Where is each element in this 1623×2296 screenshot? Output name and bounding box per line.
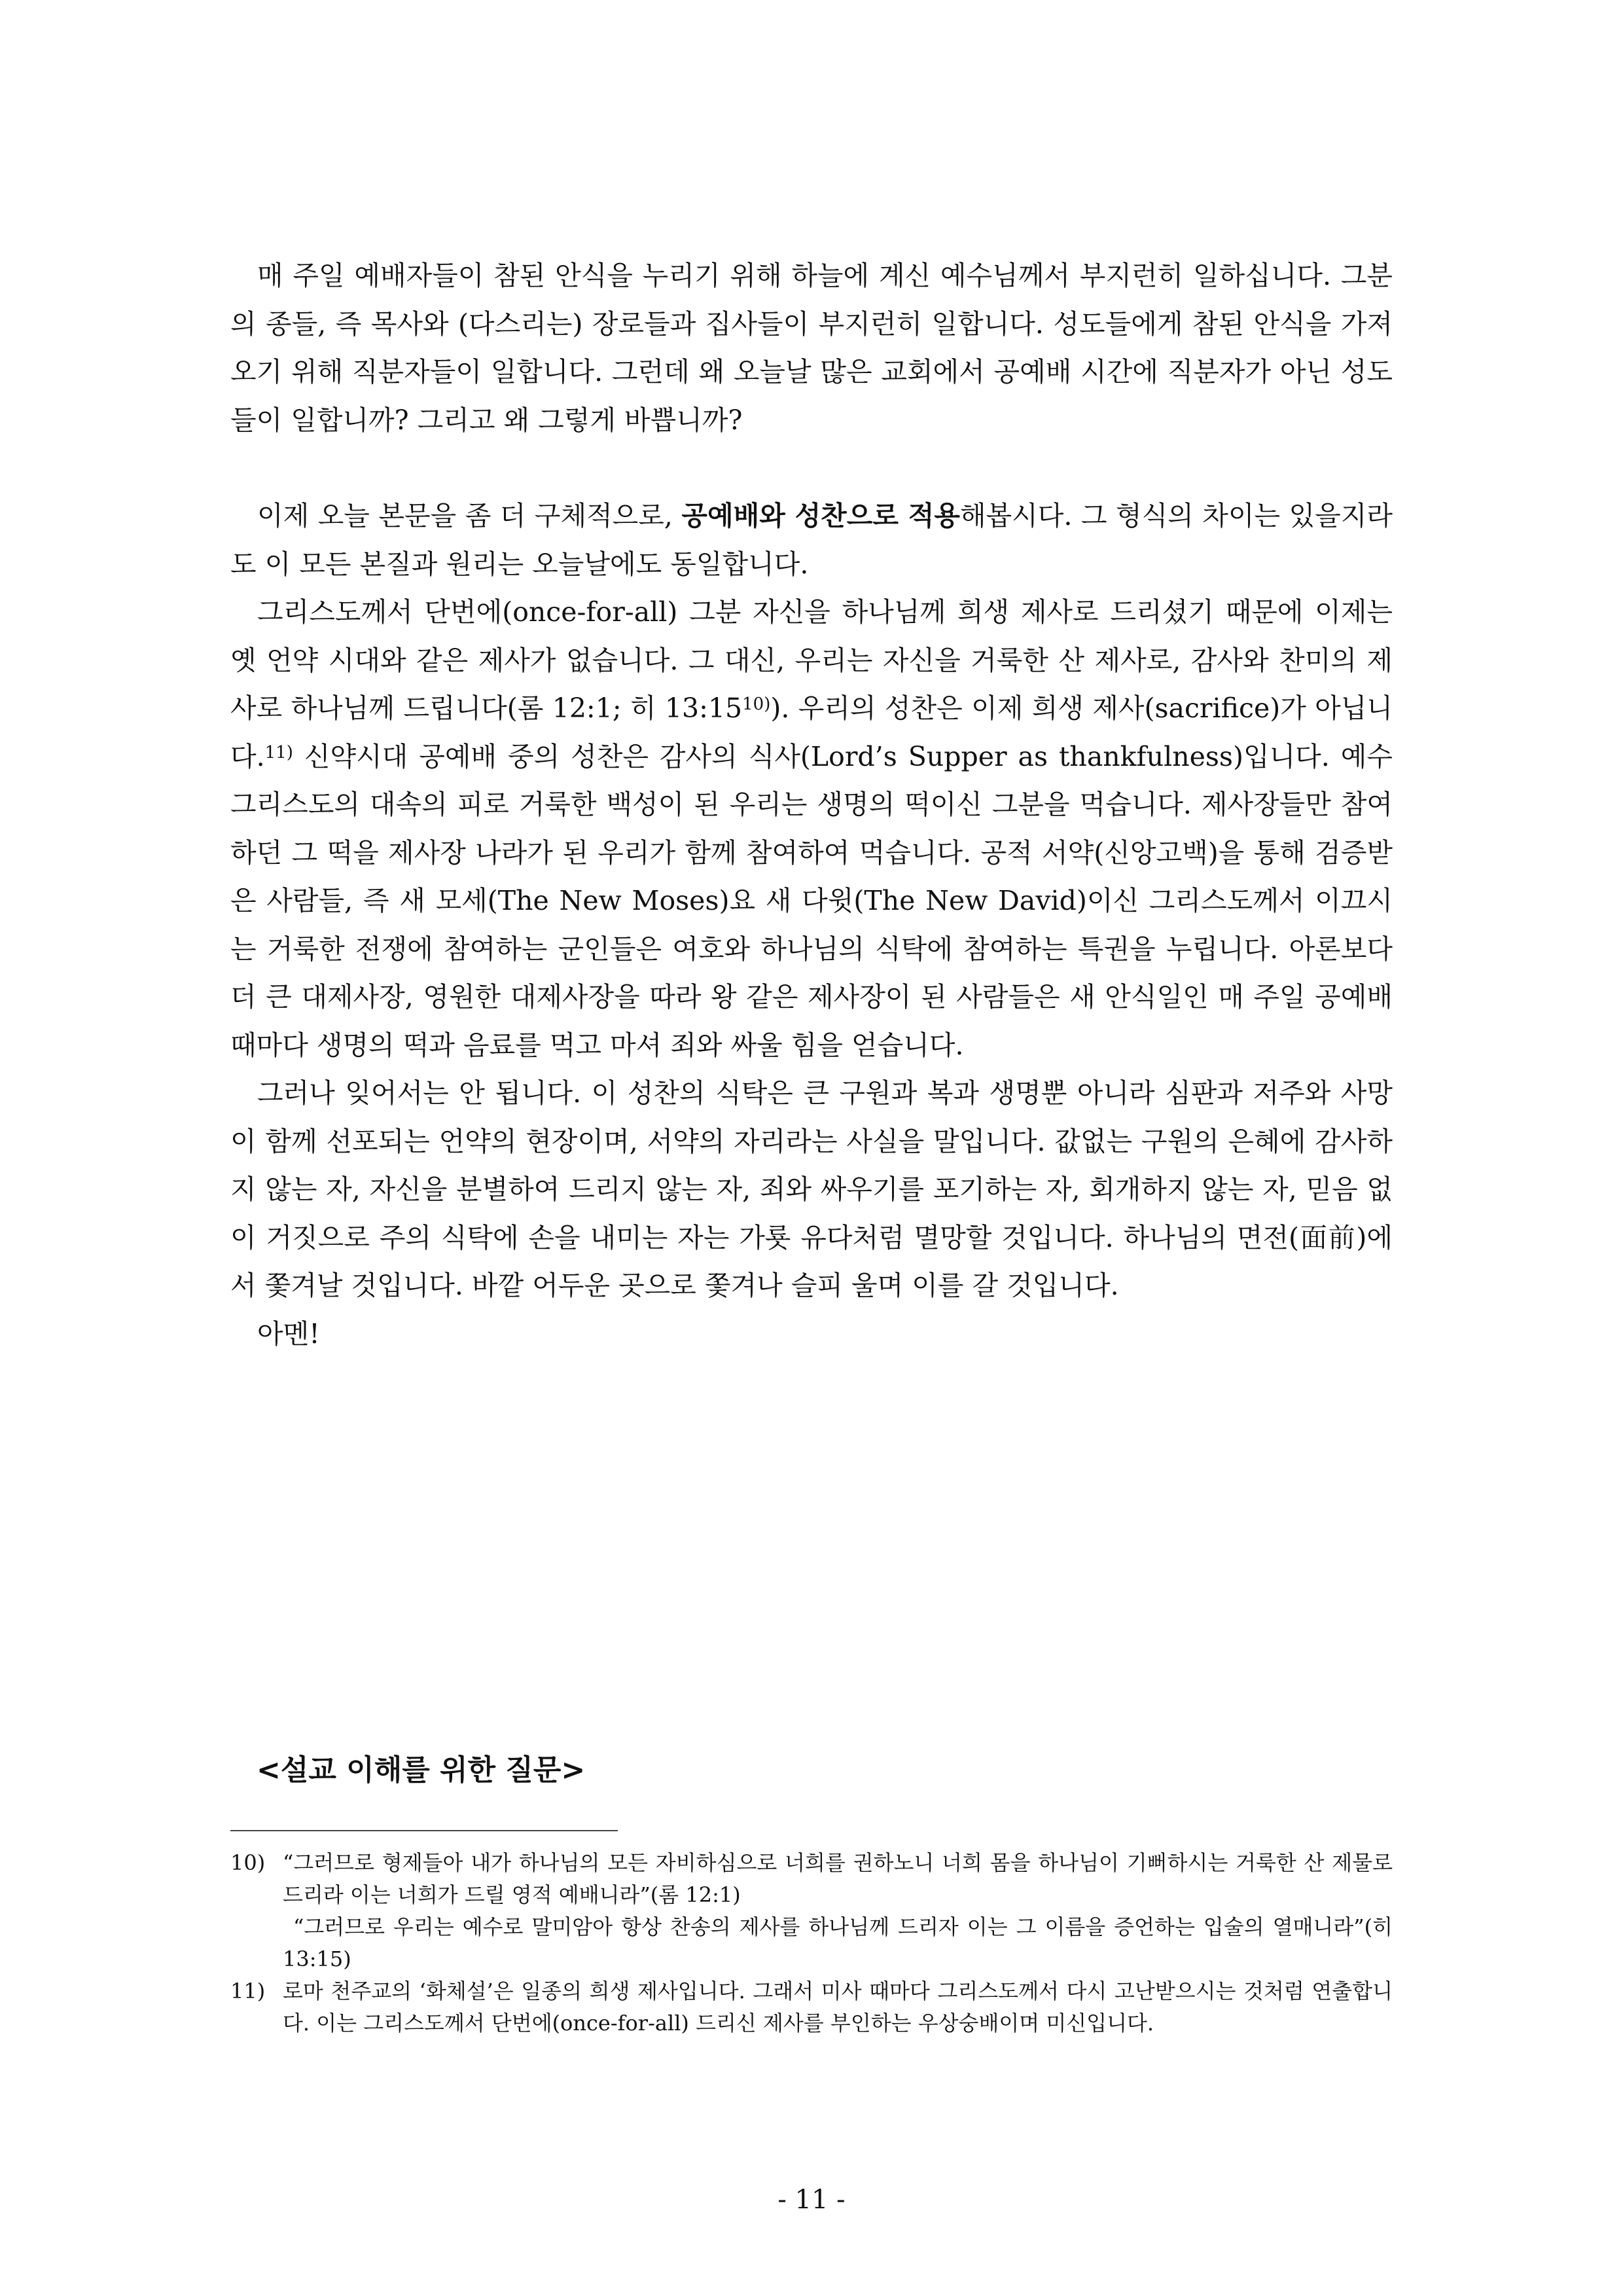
footnote-11 bbox=[230, 1975, 1393, 2039]
body-paragraph-4: 그러나 잊어서는 안 됩니다. 이 성찬의 식탁은 큰 구원과 복과 생명뿐 아니라 심판과 저주와 사망이 함께 선포되는 언약의 현장이며, 서약의 자리라는 사실을 말입니다. 값없는 구원의 은혜에 감사하지 않는 자, 자신을 분별하여 드리지 않는 자, 죄와 싸우기를 포기하는 자, 회개하지 않는 자, 믿음 없이 거짓으로 주의 식탁에 손을 내미는 자는 가룟 유다처럼 멸망할 것입니다. 하나님의 면전(面前)에서 쫓겨날 것입니다. 바깥 어두운 곳으로 쫓겨나 슬피 울며 이를 갈 것입니다. bbox=[230, 1077, 1393, 1301]
paragraph-2-rest: 해봅시다. 그 형식의 차이는 있을지라도 이 모든 본질과 원리는 오늘날에도 동일합니다. bbox=[230, 500, 1393, 580]
footnote-body bbox=[264, 1847, 1393, 1975]
footnote-body bbox=[264, 1975, 1393, 2039]
footnote-ref-10: 10) bbox=[742, 694, 771, 714]
footnote-line: 로마 천주교의 ‘화체설’은 일종의 희생 제사입니다. 그래서 미사 때마다 그리스도께서 다시 고난받으시는 것처럼 연출합니다. 이는 그리스도께서 단번에(once-for-all) 드리신 제사를 부인하는 우상숭배이며 미신입니다. bbox=[283, 1979, 1393, 2036]
paragraph-3-part-3: 신약시대 공예배 중의 성찬은 감사의 식사(Lord’s Supper as thankfulness)입니다. 예수 그리스도의 대속의 피로 거룩한 백성이 된 우리는 생명의 떡이신 그분을 먹습니다. 제사장들만 참여하던 그 떡을 제사장 나라가 된 우리가 함께 참여하여 먹습니다. 공적 서약(신앙고백)을 통해 검증받은 사람들, 즉 새 모세(The New Moses)요 새 다윗(The New David)이신 그리스도께서 이끄시는 거룩한 전쟁에 참여하는 군인들은 여호와 하나님의 식탁에 참여하는 특권을 누립니다. 아론보다 더 큰 대제사장, 영원한 대제사장을 따라 왕 같은 제사장이 된 사람들은 새 안식일인 매 주일 공예배 때마다 생명의 떡과 음료를 먹고 마셔 죄와 싸울 힘을 얻습니다. bbox=[230, 740, 1393, 1061]
footnotes bbox=[230, 1847, 1393, 2039]
footnote-10 bbox=[230, 1847, 1393, 1975]
body-paragraph-1: 매 주일 예배자들이 참된 안식을 누리기 위해 하늘에 계신 예수님께서 부지런히 일하십니다. 그분의 종들, 즉 목사와 (다스리는) 장로들과 집사들이 부지런히 일합니다. 성도들에게 참된 안식을 가져오기 위해 직분자들이 일합니다. 그런데 왜 오늘날 많은 교회에서 공예배 시간에 직분자가 아닌 성도들이 일합니까? 그리고 왜 그렇게 바쁩니까? bbox=[230, 260, 1393, 436]
body-paragraph-5: 아멘! bbox=[257, 1318, 320, 1350]
footnote-line: “그러므로 형제들아 내가 하나님의 모든 자비하심으로 너희를 권하노니 너희 몸을 하나님이 기뻐하시는 거룩한 산 제물로 드리라 이는 너희가 드릴 영적 예배니라”(롬 12:1) bbox=[283, 1850, 1393, 1907]
footnote-number: 11) bbox=[230, 1979, 266, 2003]
paragraph-2-lead: 이제 오늘 본문을 좀 더 구체적으로, bbox=[257, 500, 682, 531]
footnote-ref-11: 11) bbox=[264, 742, 293, 762]
paragraph-3-part-2: ). 우리의 성찬은 이제 희생 제사(sacrifice)가 아닙니다. bbox=[230, 692, 1393, 772]
page-number: - 11 - bbox=[777, 2185, 846, 2215]
footnote-number: 10) bbox=[230, 1850, 266, 1875]
footnote-line: “그러므로 우리는 예수로 말미암아 항상 찬송의 제사를 하나님께 드리자 이는 그 이름을 증언하는 입술의 열매니라”(히 13:15) bbox=[283, 1914, 1393, 1971]
body-paragraph-3 bbox=[230, 588, 1393, 1069]
paragraph-2-emphasis: 공예배와 성찬으로 적용 bbox=[681, 500, 960, 531]
footnote-divider bbox=[230, 1830, 618, 1831]
body-paragraph-2 bbox=[230, 492, 1393, 588]
section-heading: <설교 이해를 위한 질문> bbox=[257, 1753, 586, 1787]
paragraph-3-part-1: 그리스도께서 단번에(once-for-all) 그분 자신을 하나님께 희생 제사로 드리셨기 때문에 이제는 옛 언약 시대와 같은 제사가 없습니다. 그 대신, 우리는 자신을 거룩한 산 제사로, 감사와 찬미의 제사로 하나님께 드립니다(롬 12:1; 히 13:15 bbox=[230, 596, 1393, 724]
main-text bbox=[230, 252, 1393, 1358]
